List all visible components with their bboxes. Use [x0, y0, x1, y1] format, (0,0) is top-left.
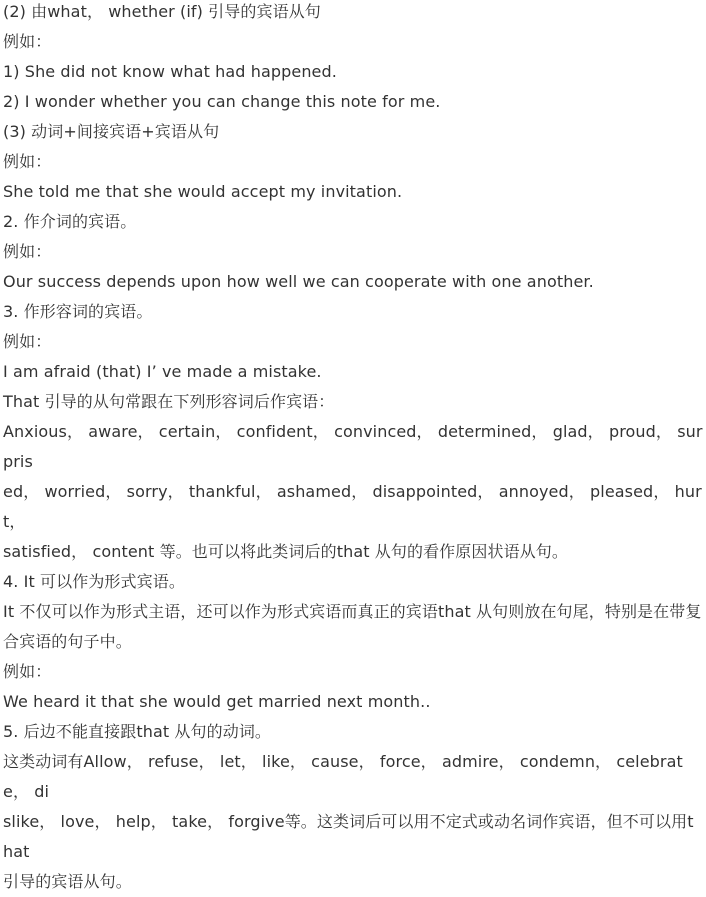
- paragraph-line: That 引导的从句常跟在下列形容词后作宾语：: [3, 392, 335, 411]
- example-label: 例如：: [3, 242, 52, 261]
- example-sentence: 2) I wonder whether you can change this note for me.: [3, 92, 441, 111]
- section-heading-what-whether: (2) 由what， whether (if) 引导的宾语从句: [3, 2, 321, 21]
- example-label: 例如：: [3, 152, 52, 171]
- example-sentence: Our success depends upon how well we can cooperate with one another.: [3, 272, 594, 291]
- section-heading-preposition-object: 2. 作介词的宾语。: [3, 212, 137, 231]
- paragraph-line: 引导的宾语从句。: [3, 872, 132, 891]
- adjective-list-line: Anxious， aware， certain， confident， convinced， determined， glad， proud， surpris: [3, 422, 703, 471]
- example-sentence: 1) She did not know what had happened.: [3, 62, 337, 81]
- section-heading-indirect-object: (3) 动词+间接宾语+宾语从句: [3, 122, 220, 141]
- adjective-list-line: satisfied， content 等。也可以将此类词后的that 从句的看作原因状语从句。: [3, 542, 568, 561]
- example-sentence: She told me that she would accept my invitation.: [3, 182, 403, 201]
- verb-list-line: slike， love， help， take， forgive等。这类词后可以用不定式或动名词作宾语，但不可以用that: [3, 812, 694, 861]
- paragraph-line: 合宾语的句子中。: [3, 632, 132, 651]
- section-heading-verbs-no-that: 5. 后边不能直接跟that 从句的动词。: [3, 722, 272, 741]
- example-sentence: We heard it that she would get married next month..: [3, 692, 431, 711]
- example-label: 例如：: [3, 32, 52, 51]
- section-heading-formal-object: 4. It 可以作为形式宾语。: [3, 572, 185, 591]
- section-heading-adjective-object: 3. 作形容词的宾语。: [3, 302, 153, 321]
- example-label: 例如：: [3, 332, 52, 351]
- example-sentence: I am afraid (that) I’ ve made a mistake.: [3, 362, 322, 381]
- verb-list-line: 这类动词有Allow， refuse， let， like， cause， force， admire， condemn， celebrate， di: [3, 752, 683, 801]
- example-label: 例如：: [3, 662, 52, 681]
- paragraph-line: It 不仅可以作为形式主语，还可以作为形式宾语而真正的宾语that 从句则放在句尾，特别是在带复: [3, 602, 702, 621]
- adjective-list-line: ed， worried， sorry， thankful， ashamed， disappointed， annoyed， pleased， hurt，: [3, 482, 702, 531]
